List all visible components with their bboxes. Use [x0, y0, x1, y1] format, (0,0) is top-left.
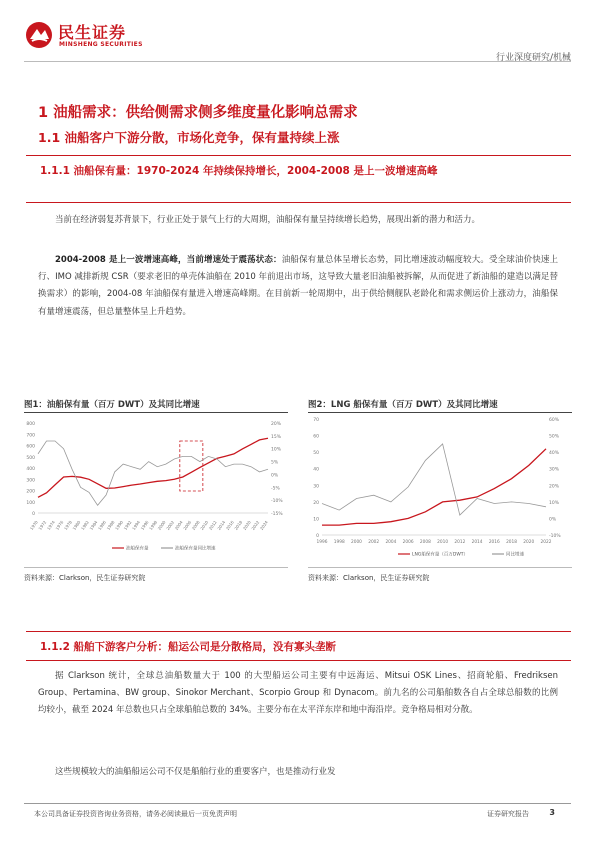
- figure-2-bottom-rule: [308, 567, 572, 568]
- section-heading-1-1: 1.1 油船客户下游分散，市场化竞争，保有量持续上涨: [38, 130, 340, 145]
- paragraph-3: 据 Clarkson 统计，全球总油船数量大于 100 的大型船运公司主要有中远海运、Mitsui OSK Lines、招商轮船、Fredriksen Group、Pertamina、BW group、Sinokor Merchant、Scorpio Group 和 Dynacom。前九名的公司船舶数各自占全球总船数的比例均较小，截至 2024 年总数也只占全球船舶总数的 34%。主要分布在太平洋东岸和地中海沿岸。竞争格局相对分散。: [38, 671, 558, 716]
- figure-1-rule: [24, 412, 288, 413]
- x-axis-tick-label: 2022: [250, 519, 261, 531]
- left-axis-tick-label: 0: [32, 512, 35, 517]
- right-axis-tick-label: -10%: [271, 499, 283, 505]
- series-line: [38, 438, 268, 497]
- left-axis-tick-label: 500: [26, 455, 35, 461]
- report-type: 行业深度研究/机械: [495, 53, 571, 63]
- x-axis-tick-label: 1988: [105, 519, 116, 531]
- figure-2-title: 图2：LNG 船保有量（百万 DWT）及其同比增速: [308, 400, 498, 410]
- x-axis-tick-label: 2002: [368, 540, 380, 545]
- legend-label: LNG船保有量（百万DWT）: [412, 552, 469, 558]
- page-header: [24, 18, 571, 62]
- x-axis-tick-label: 2002: [165, 519, 176, 531]
- x-axis-tick-label: 1992: [122, 519, 133, 531]
- x-axis-tick-label: 1994: [131, 519, 142, 531]
- footer-report-label: 证券研究报告: [487, 810, 529, 818]
- x-axis-tick-label: 1976: [54, 519, 65, 531]
- left-axis-tick-label: 100: [26, 500, 35, 506]
- x-axis-tick-label: 1982: [79, 519, 90, 531]
- right-axis-tick-label: 20%: [271, 422, 282, 427]
- series-line: [322, 449, 546, 525]
- paragraph-2: [38, 252, 558, 321]
- left-axis-tick-label: 300: [26, 478, 35, 484]
- figure-2-rule: [308, 412, 572, 413]
- x-axis-tick-label: 1972: [37, 519, 48, 531]
- x-axis-tick-label: 2014: [471, 540, 483, 545]
- right-axis-tick-label: 30%: [549, 467, 560, 473]
- right-axis-tick-label: 0%: [549, 517, 557, 523]
- x-axis-tick-label: 2012: [454, 540, 466, 545]
- figure-1-source: 资料来源：Clarkson，民生证券研究院: [24, 574, 146, 582]
- right-axis-tick-label: -10%: [549, 534, 561, 539]
- left-axis-tick-label: 50: [313, 451, 319, 457]
- x-axis-tick-label: 2004: [173, 519, 184, 531]
- x-axis-tick-label: 2022: [540, 540, 552, 545]
- right-axis-tick-label: -15%: [271, 512, 283, 517]
- x-axis-tick-label: 2000: [156, 519, 167, 531]
- x-axis-tick-label: 2020: [523, 540, 535, 545]
- x-axis-tick-label: 2018: [233, 519, 244, 531]
- x-axis-tick-label: 1984: [88, 519, 99, 531]
- left-axis-tick-label: 200: [26, 489, 35, 495]
- x-axis-tick-label: 2008: [190, 519, 201, 531]
- x-axis-tick-label: 2006: [402, 540, 414, 545]
- right-axis-tick-label: 10%: [549, 500, 560, 506]
- subsection-box-1-1-1: [26, 155, 571, 203]
- x-axis-tick-label: 1978: [62, 519, 73, 531]
- x-axis-tick-label: 2012: [207, 519, 218, 531]
- subsection-box-1-1-2: [26, 631, 571, 661]
- section-heading-1: 1 油船需求：供给侧需求侧多维度量化影响总需求: [38, 105, 358, 121]
- left-axis-tick-label: 600: [26, 444, 35, 450]
- left-axis-tick-label: 800: [26, 422, 35, 427]
- right-axis-tick-label: 40%: [549, 451, 560, 457]
- x-axis-tick-label: 2016: [224, 519, 235, 531]
- left-axis-tick-label: 30: [313, 484, 319, 490]
- x-axis-tick-label: 2014: [216, 519, 227, 531]
- x-axis-tick-label: 2016: [488, 540, 500, 545]
- x-axis-tick-label: 1996: [316, 540, 328, 545]
- x-axis-tick-label: 2024: [258, 519, 269, 531]
- left-axis-tick-label: 0: [316, 534, 319, 539]
- logo-text-cn: 民生证券: [58, 23, 127, 42]
- x-axis-tick-label: 2010: [199, 519, 210, 531]
- x-axis-tick-label: 2008: [419, 540, 431, 545]
- x-axis-tick-label: 2006: [182, 519, 193, 531]
- page-number: 3: [549, 808, 555, 817]
- figure-1-chart: [24, 415, 290, 565]
- right-axis-tick-label: 10%: [271, 447, 282, 453]
- figure-2-chart: [306, 415, 572, 565]
- x-axis-tick-label: 1998: [148, 519, 159, 531]
- right-axis-tick-label: 50%: [549, 434, 560, 440]
- left-axis-tick-label: 10: [313, 517, 319, 523]
- right-axis-tick-label: 20%: [549, 484, 560, 490]
- figure-2-source: 资料来源：Clarkson，民生证券研究院: [308, 574, 430, 582]
- x-axis-tick-label: 2000: [350, 540, 362, 545]
- subsection-heading-1-1-2: 1.1.2 船舶下游客户分析：船运公司是分散格局，没有寡头垄断: [40, 641, 337, 653]
- x-axis-tick-label: 2010: [437, 540, 449, 545]
- highlight-box: [180, 441, 203, 491]
- footer-rule: [24, 803, 571, 804]
- x-axis-tick-label: 1974: [45, 519, 56, 531]
- left-axis-tick-label: 60: [313, 434, 319, 440]
- left-axis-tick-label: 40: [313, 467, 319, 473]
- paragraph-1: 当前在经济弱复苏背景下，行业正处于景气上行的大周期，油船保有量呈持续增长趋势，展现出新的潜力和活力。: [55, 215, 481, 225]
- subsection-heading-1-1-1: 1.1.1 油船保有量：1970-2024 年持续保持增长，2004-2008 是上一波增速高峰: [40, 165, 438, 177]
- legend-label: 油船保有量同比增速: [175, 546, 216, 552]
- series-line: [38, 441, 268, 505]
- logo-text-en: MINSHENG SECURITIES: [59, 41, 143, 48]
- paragraph-2-lead: 2004-2008 是上一波增速高峰，当前增速处于震荡状态：: [55, 255, 282, 265]
- right-axis-tick-label: 15%: [271, 434, 282, 440]
- figure-1-title: 图1：油船保有量（百万 DWT）及其同比增速: [24, 400, 200, 410]
- minsheng-logo-icon: [24, 20, 54, 50]
- x-axis-tick-label: 1986: [97, 519, 107, 531]
- left-axis-tick-label: 70: [313, 418, 319, 423]
- x-axis-tick-label: 2020: [241, 519, 252, 531]
- legend-label: 油船保有量: [126, 546, 149, 552]
- left-axis-tick-label: 400: [26, 467, 35, 472]
- footer-disclaimer: 本公司具备证券投资咨询业务资格，请务必阅读最后一页免责声明: [34, 810, 237, 818]
- legend-label: 同比增速: [506, 552, 524, 558]
- left-axis-tick-label: 20: [313, 500, 319, 506]
- paragraph-2-body: 油船保有量总体呈增长态势，同比增速波动幅度较大。受全球油价快速上行、IMO 减排新规 CSR（要求老旧的单壳体油船在 2010 年前退出市场，这导致大量老旧油船被拆解，从而促进了新油船的建造以满足替换需求）的影响，2004-08 年油船保有量进入增速高峰期。在目前新一轮周期中，出于供给侧舰队老龄化和需求侧运价上涨动力，油船保有量增速震荡，但总量整体呈上升趋势。: [38, 255, 558, 317]
- right-axis-tick-label: -5%: [271, 486, 280, 492]
- right-axis-tick-label: 0%: [271, 473, 279, 479]
- right-axis-tick-label: 5%: [271, 460, 279, 466]
- x-axis-tick-label: 1998: [333, 540, 345, 545]
- series-line: [322, 444, 546, 515]
- x-axis-tick-label: 2018: [506, 540, 518, 545]
- x-axis-tick-label: 1980: [71, 519, 82, 531]
- figure-1-bottom-rule: [24, 567, 288, 568]
- x-axis-tick-label: 1996: [139, 519, 150, 531]
- x-axis-tick-label: 1990: [114, 519, 125, 531]
- x-axis-tick-label: 2004: [385, 540, 397, 545]
- right-axis-tick-label: 60%: [549, 418, 560, 423]
- x-axis-tick-label: 1970: [28, 519, 39, 531]
- left-axis-tick-label: 700: [26, 433, 35, 439]
- paragraph-4: 这些规模较大的油船船运公司不仅是船舶行业的重要客户，也是推动行业发: [55, 767, 336, 777]
